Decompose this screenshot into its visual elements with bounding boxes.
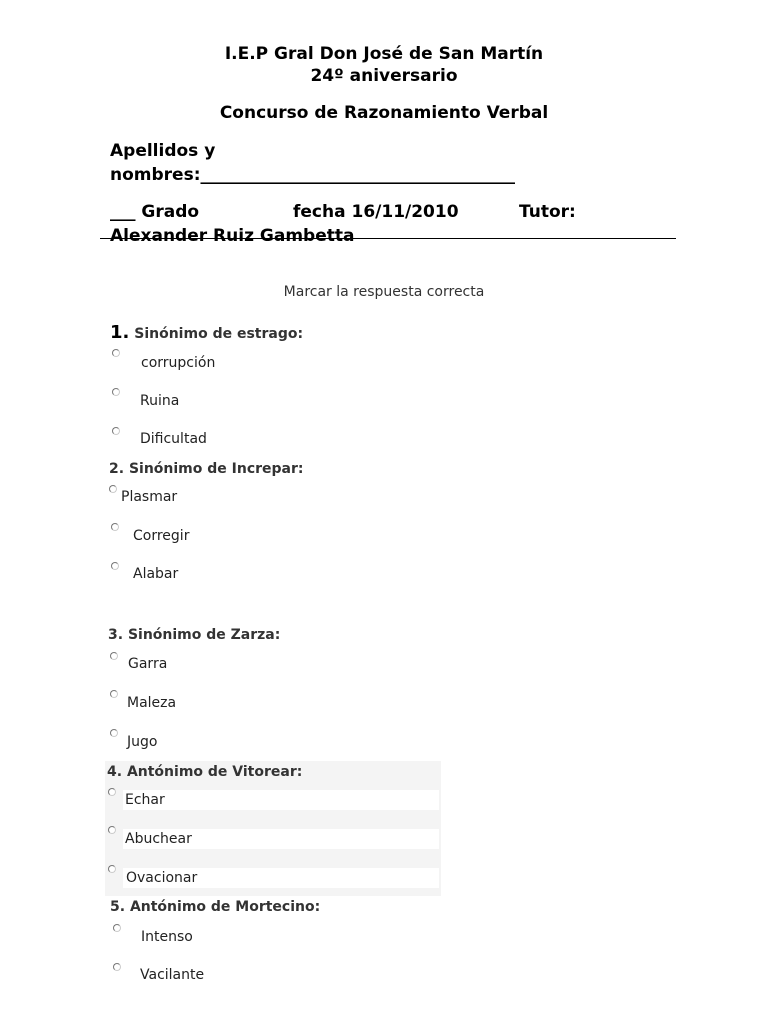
- radio-button[interactable]: [113, 924, 121, 932]
- question-3-prompt: Sinónimo de Zarza:: [127, 627, 281, 643]
- question-5: [110, 899, 320, 915]
- radio-button[interactable]: [108, 788, 116, 796]
- grade-label: ___ Grado: [110, 202, 200, 222]
- question-4: [107, 764, 302, 780]
- q5-option-1[interactable]: Intenso: [141, 929, 193, 945]
- q4-option-1[interactable]: Echar: [125, 792, 165, 808]
- q4-option-2[interactable]: Abuchear: [125, 831, 192, 847]
- q3-option-1[interactable]: Garra: [128, 656, 168, 672]
- name-label: nombres:: [110, 165, 201, 185]
- question-5-prompt: Antónimo de Mortecino:: [129, 899, 321, 915]
- name-label-line2: [110, 165, 515, 185]
- radio-button[interactable]: [112, 349, 120, 357]
- radio-button[interactable]: [109, 485, 117, 493]
- name-blank: _____________________________________: [200, 165, 515, 185]
- question-1-number: 1.: [110, 322, 130, 343]
- q1-option-3[interactable]: Dificultad: [140, 431, 207, 447]
- date-label: fecha 16/11/2010: [293, 202, 459, 222]
- school-title: I.E.P Gral Don José de San Martín: [224, 44, 544, 64]
- radio-button[interactable]: [113, 963, 121, 971]
- q5-option-2[interactable]: Vacilante: [140, 967, 205, 983]
- q3-option-3[interactable]: Jugo: [127, 734, 158, 750]
- question-2: [109, 461, 304, 477]
- q2-option-3[interactable]: Alabar: [133, 566, 179, 582]
- question-2-number: 2.: [109, 461, 125, 477]
- instructions: Marcar la respuesta correcta: [283, 284, 485, 300]
- question-3-number: 3.: [108, 627, 124, 643]
- q3-option-2[interactable]: Maleza: [127, 695, 177, 711]
- q2-option-2[interactable]: Corregir: [133, 528, 190, 544]
- question-5-number: 5.: [110, 899, 126, 915]
- option-field: [123, 790, 439, 810]
- q1-option-1[interactable]: corrupción: [141, 355, 216, 371]
- radio-button[interactable]: [110, 652, 118, 660]
- radio-button[interactable]: [108, 826, 116, 834]
- anniversary-title: 24º aniversario: [310, 66, 458, 86]
- name-label-line1: Apellidos y: [110, 141, 216, 161]
- radio-button[interactable]: [111, 562, 119, 570]
- question-4-prompt: Antónimo de Vitorear:: [126, 764, 303, 780]
- radio-button[interactable]: [110, 690, 118, 698]
- radio-button[interactable]: [110, 729, 118, 737]
- radio-button[interactable]: [111, 523, 119, 531]
- question-1-prompt: Sinónimo de estrago:: [134, 326, 304, 342]
- q1-option-2[interactable]: Ruina: [140, 393, 180, 409]
- contest-title: Concurso de Razonamiento Verbal: [219, 103, 549, 123]
- tutor-label: Tutor:: [519, 202, 576, 222]
- radio-button[interactable]: [112, 388, 120, 396]
- radio-button[interactable]: [112, 427, 120, 435]
- question-1: [110, 322, 303, 343]
- question-2-prompt: Sinónimo de Increpar:: [128, 461, 304, 477]
- tutor-name: Alexander Ruiz Gambetta: [110, 226, 355, 246]
- question-4-number: 4.: [107, 764, 123, 780]
- q2-option-1[interactable]: Plasmar: [121, 489, 178, 505]
- q4-option-3[interactable]: Ovacionar: [126, 870, 198, 886]
- question-3: [108, 627, 280, 643]
- radio-button[interactable]: [108, 865, 116, 873]
